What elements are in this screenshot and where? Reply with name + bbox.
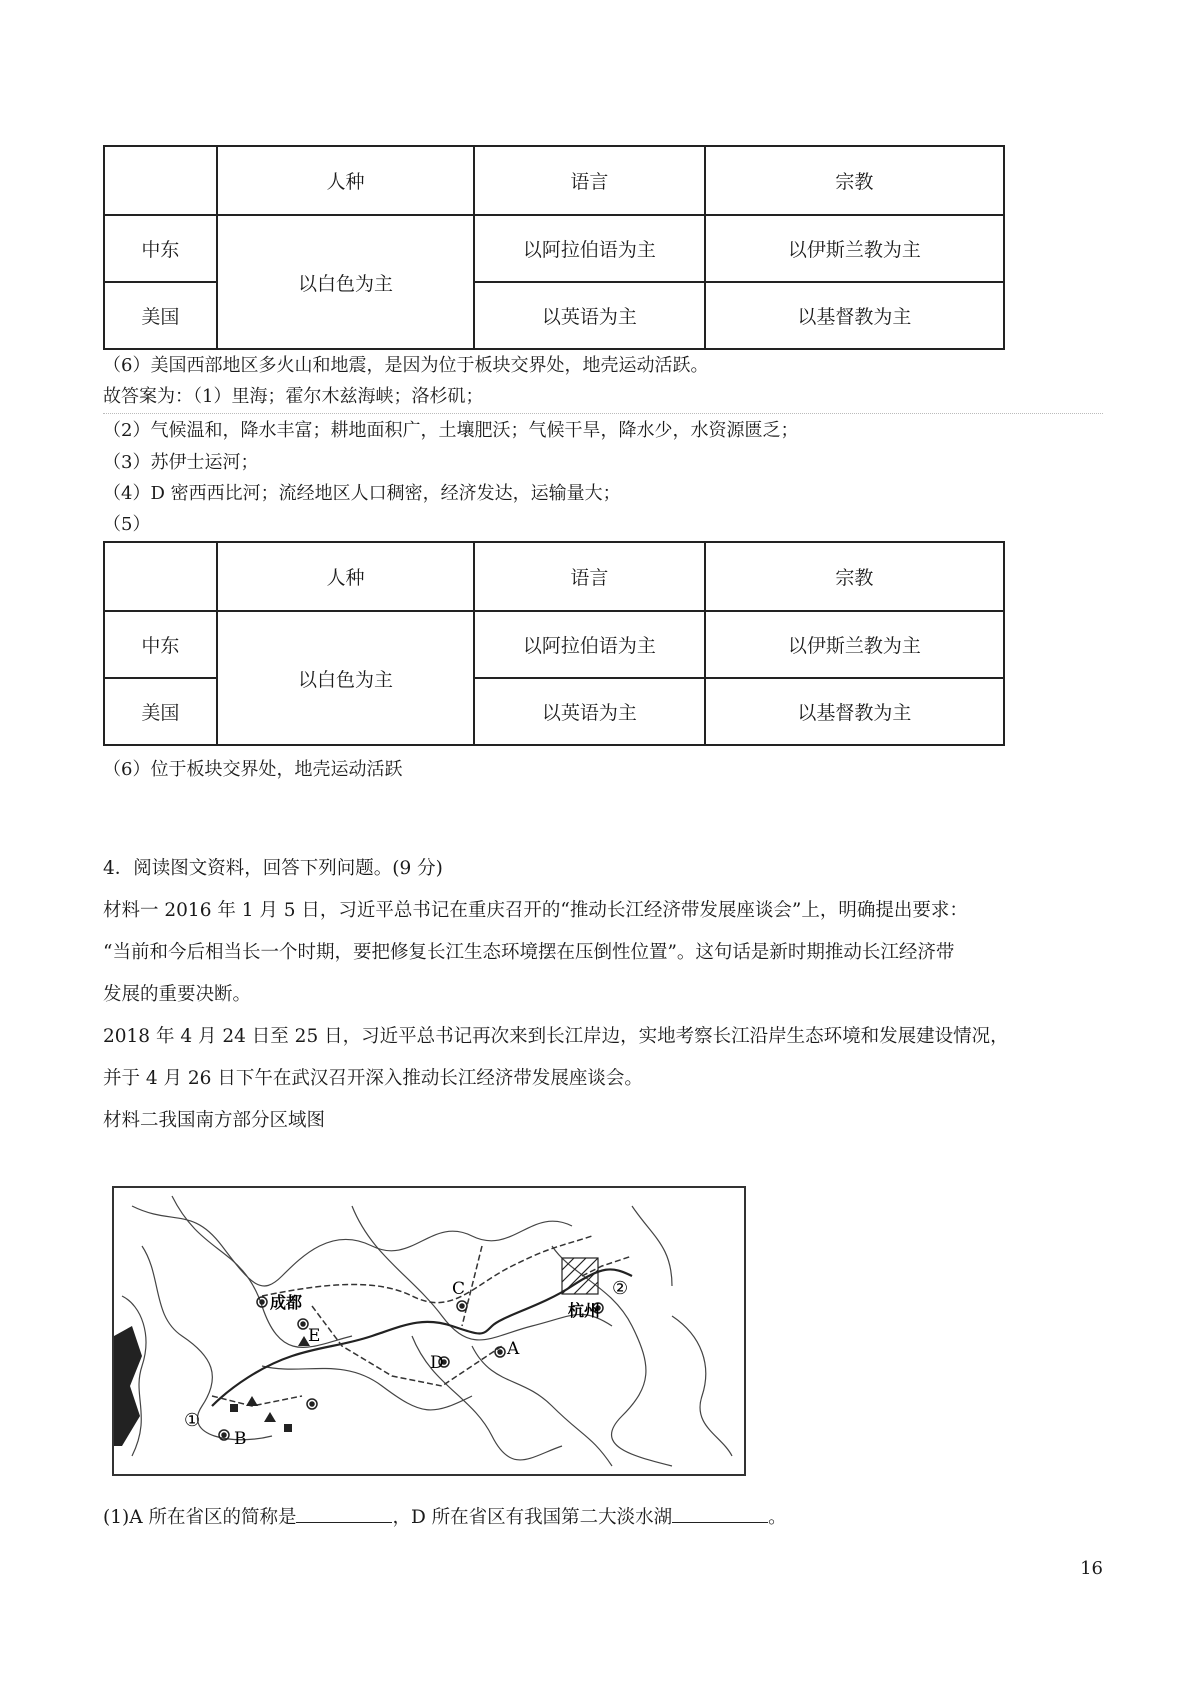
table-header-cell: 语言	[474, 542, 704, 611]
map-label-2: ②	[612, 1278, 629, 1299]
answer-line-4: （4）D 密西西比河；流经地区人口稠密，经济发达，运输量大；	[103, 483, 621, 504]
southern-china-map	[112, 1186, 746, 1476]
table-header-cell	[104, 146, 217, 215]
answer-blank[interactable]	[296, 1504, 392, 1523]
map-label-e: E	[308, 1326, 321, 1346]
table-header-cell: 宗教	[705, 146, 1004, 215]
answer-line-1: 故答案为：（1）里海；霍尔木兹海峡；洛杉矶；	[103, 386, 484, 407]
answer-line-6a: （6）美国西部地区多火山和地震，是因为位于板块交界处，地壳运动活跃。	[103, 355, 709, 376]
table-cell-region: 中东	[104, 611, 217, 678]
table-cell-region: 美国	[104, 678, 217, 745]
map-label-a: A	[507, 1339, 520, 1359]
table-header-cell: 宗教	[705, 542, 1004, 611]
table-cell-region: 美国	[104, 282, 217, 349]
table-header-cell	[104, 542, 217, 611]
material-one-line: “当前和今后相当长一个时期，要把修复长江生态环境摆在压倒性位置”。这句话是新时期推动长江经济带	[103, 942, 955, 963]
answer-line-2: （2）气候温和，降水丰富；耕地面积广，土壤肥沃；气候干旱，降水少，水资源匮乏；	[103, 420, 799, 441]
table-cell-language: 以英语为主	[474, 678, 704, 745]
material-one-line: 2018 年 4 月 24 日至 25 日，习近平总书记再次来到长江岸边，实地考察长江沿岸生态环境和发展建设情况，	[103, 1026, 1009, 1047]
table-cell-religion: 以伊斯兰教为主	[705, 611, 1004, 678]
ethnicity-table-2	[103, 541, 1005, 746]
material-one-line: 并于 4 月 26 日下午在武汉召开深入推动长江经济带发展座谈会。	[103, 1068, 643, 1089]
table-cell-region: 中东	[104, 215, 217, 282]
table-cell-language: 以英语为主	[474, 282, 704, 349]
table-cell-religion: 以伊斯兰教为主	[705, 215, 1004, 282]
question-title: 4．阅读图文资料，回答下列问题。(9 分)	[103, 858, 443, 879]
answer-line-3: （3）苏伊士运河；	[103, 452, 259, 473]
answer-blank[interactable]	[672, 1504, 768, 1523]
question-1	[103, 1499, 1103, 1537]
material-one-line: 发展的重要决断。	[103, 984, 252, 1005]
map-label-b: B	[234, 1429, 247, 1449]
dotted-divider	[103, 413, 1103, 414]
material-two-title: 材料二我国南方部分区域图	[103, 1110, 326, 1131]
table-cell-language: 以阿拉伯语为主	[474, 611, 704, 678]
map-label-c: C	[452, 1279, 466, 1299]
question-1-text-b: ，D 所在省区有我国第二大淡水湖	[392, 1507, 673, 1528]
answer-line-6b: （6）位于板块交界处，地壳运动活跃	[103, 759, 403, 780]
table-cell-religion: 以基督教为主	[705, 678, 1004, 745]
table-cell-religion: 以基督教为主	[705, 282, 1004, 349]
table-cell-race: 以白色为主	[217, 611, 474, 745]
answer-line-5: （5）	[103, 514, 151, 535]
map-label-1: ①	[184, 1410, 201, 1431]
map-label-hangzhou: 杭州	[568, 1301, 601, 1320]
table-cell-language: 以阿拉伯语为主	[474, 215, 704, 282]
map-label-d: D	[430, 1353, 444, 1373]
question-1-text-a: (1)A 所在省区的简称是	[103, 1507, 297, 1528]
table-header-cell: 语言	[474, 146, 704, 215]
ethnicity-table-1	[103, 145, 1005, 350]
map-label-chengdu: 成都	[270, 1293, 303, 1312]
table-header-cell: 人种	[217, 542, 474, 611]
question-1-text-c: 。	[768, 1507, 787, 1528]
material-one-line: 材料一 2016 年 1 月 5 日，习近平总书记在重庆召开的“推动长江经济带发展座谈会”上，明确提出要求：	[103, 900, 968, 921]
table-header-cell: 人种	[217, 146, 474, 215]
page-number: 16	[1080, 1558, 1103, 1579]
table-cell-race: 以白色为主	[217, 215, 474, 349]
